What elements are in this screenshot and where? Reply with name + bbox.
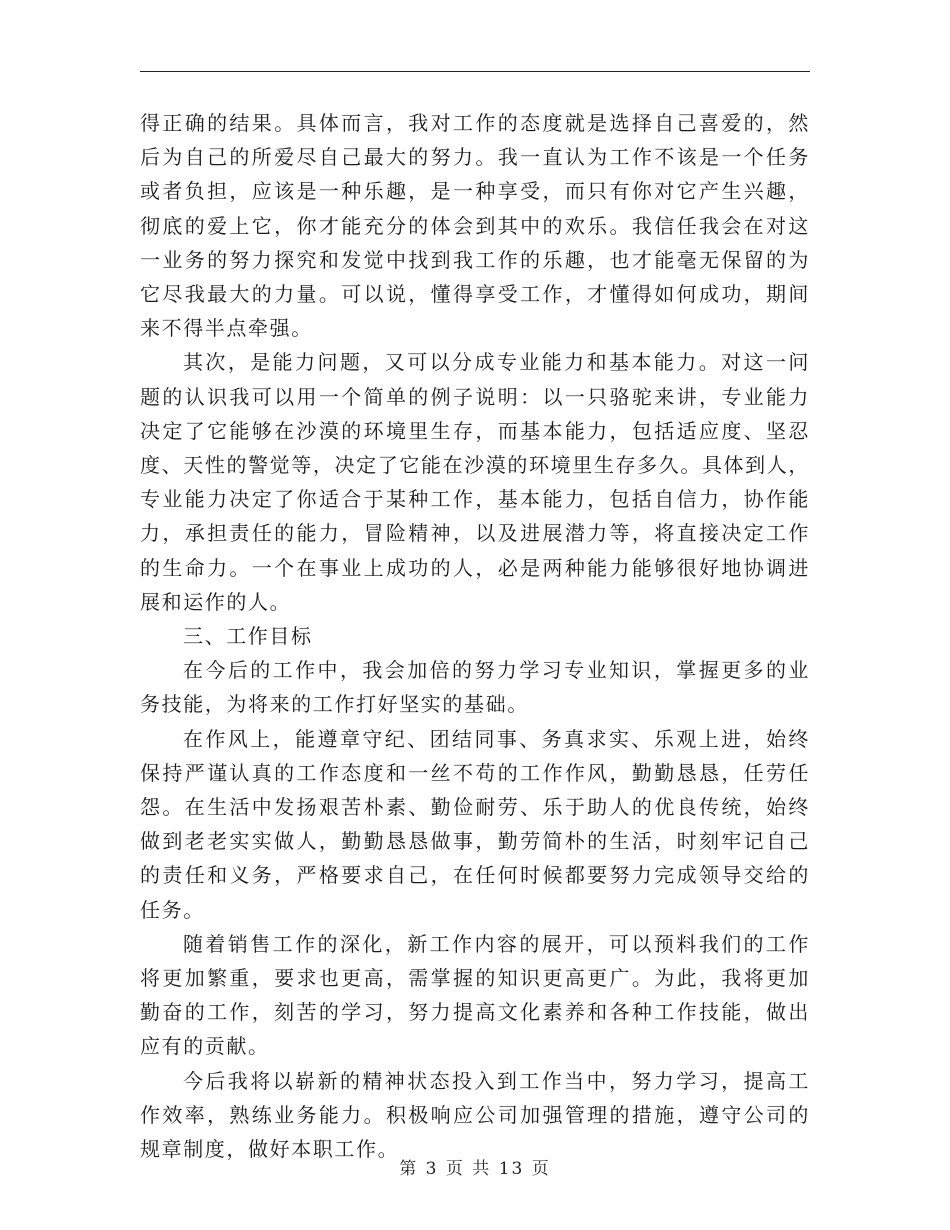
text-line: 三、工作目标: [183, 624, 313, 649]
paragraph: [140, 106, 810, 345]
text-line: 将更加繁重，要求也更高，需掌握的知识更高更广。为此，我将更加: [140, 966, 810, 991]
document-body: [140, 106, 810, 1166]
paragraph: [140, 722, 810, 927]
text-line: 在作风上，能遵章守纪、团结同事、务真求实、乐观上进，始终: [183, 726, 810, 751]
text-line: 一业务的努力探究和发觉中找到我工作的乐趣，也才能毫无保留的为: [140, 247, 810, 272]
text-line: 力，承担责任的能力，冒险精神，以及进展潜力等，将直接决定工作: [140, 521, 810, 546]
text-line: 的责任和义务，严格要求自己，在任何时候都要努力完成领导交给的: [140, 863, 810, 888]
text-line: 随着销售工作的深化，新工作内容的展开，可以预料我们的工作: [183, 931, 810, 956]
text-line: 勤奋的工作，刻苦的学习，努力提高文化素养和各种工作技能，做出: [140, 1000, 810, 1025]
paragraph: [140, 927, 810, 1064]
text-line: 在今后的工作中，我会加倍的努力学习专业知识，掌握更多的业: [183, 658, 810, 683]
paragraph: [140, 345, 810, 619]
text-line: 或者负担，应该是一种乐趣，是一种享受，而只有你对它产生兴趣，: [140, 179, 810, 204]
paragraph: [140, 619, 810, 653]
header-rule: [140, 71, 810, 72]
text-line: 规章制度，做好本职工作。: [140, 1137, 400, 1162]
text-line: 其次，是能力问题，又可以分成专业能力和基本能力。对这一问: [183, 350, 810, 375]
text-line: 任务。: [140, 897, 205, 922]
text-line: 保持严谨认真的工作态度和一丝不苟的工作作风，勤勤恳恳，任劳任: [140, 760, 810, 785]
text-line: 它尽我最大的力量。可以说，懂得享受工作，才懂得如何成功，期间: [140, 282, 810, 307]
text-line: 展和运作的人。: [140, 589, 292, 614]
text-line: 决定了它能够在沙漠的环境里生存，而基本能力，包括适应度、坚忍: [140, 418, 810, 443]
text-line: 今后我将以崭新的精神状态投入到工作当中，努力学习，提高工: [183, 1068, 810, 1093]
text-line: 应有的贡献。: [140, 1034, 270, 1059]
text-line: 后为自己的所爱尽自己最大的努力。我一直认为工作不该是一个任务: [140, 145, 810, 170]
page-footer: 第 3 页 共 13 页: [399, 1159, 551, 1179]
text-line: 得正确的结果。具体而言，我对工作的态度就是选择自己喜爱的，然: [140, 111, 810, 135]
text-line: 务技能，为将来的工作打好坚实的基础。: [140, 692, 529, 717]
text-line: 题的认识我可以用一个简单的例子说明：以一只骆驼来讲，专业能力: [140, 384, 810, 409]
text-line: 做到老老实实做人，勤勤恳恳做事，勤劳简朴的生活，时刻牢记自己: [140, 829, 810, 854]
text-line: 彻底的爱上它，你才能充分的体会到其中的欢乐。我信任我会在对这: [140, 213, 810, 238]
text-line: 怨。在生活中发扬艰苦朴素、勤俭耐劳、乐于助人的优良传统，始终: [140, 795, 810, 820]
text-line: 专业能力决定了你适合于某种工作，基本能力，包括自信力，协作能: [140, 487, 810, 512]
text-line: 度、天性的警觉等，决定了它能在沙漠的环境里生存多久。具体到人，: [140, 453, 810, 478]
paragraph: [140, 1064, 810, 1167]
paragraph: [140, 653, 810, 721]
text-line: 作效率，熟练业务能力。积极响应公司加强管理的措施，遵守公司的: [140, 1102, 810, 1127]
text-line: 来不得半点牵强。: [140, 316, 313, 341]
text-line: 的生命力。一个在事业上成功的人，必是两种能力能够很好地协调进: [140, 555, 810, 580]
